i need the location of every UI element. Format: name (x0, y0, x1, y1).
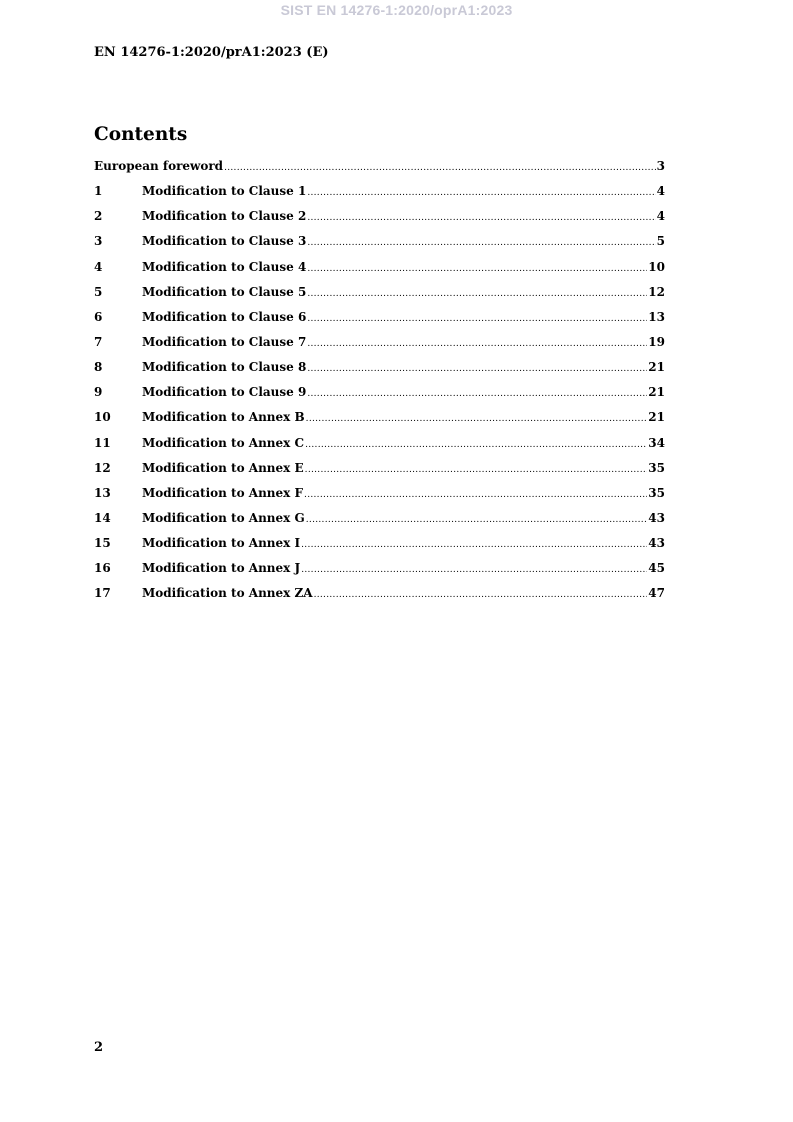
toc-entry-number: 15 (94, 536, 111, 551)
toc-dot-leader (314, 585, 648, 605)
toc-entry-title: Modification to Clause 1 (142, 184, 307, 199)
toc-entry-title: Modification to Clause 4 (142, 259, 307, 274)
toc-entry-title: Modification to Clause 8 (142, 360, 307, 375)
toc-entry-title: Modification to Clause 7 (142, 334, 307, 349)
toc-dot-leader (307, 259, 647, 279)
toc-entry-page: 21 (648, 360, 665, 375)
toc-entry[interactable] (94, 206, 665, 231)
toc-entry-page: 3 (656, 159, 665, 173)
toc-entry-number: 5 (94, 284, 103, 299)
toc-entry-title: Modification to Annex I (142, 536, 301, 551)
toc-dot-leader (305, 460, 648, 480)
toc-entry-title: Modification to Clause 3 (142, 234, 307, 249)
toc-entry-title: Modification to Annex J (142, 561, 301, 576)
toc-entry-page: 5 (656, 234, 665, 249)
toc-entry-page: 45 (648, 561, 665, 576)
toc-entry[interactable] (94, 508, 665, 533)
watermark-text: SIST EN 14276-1:2020/oprA1:2023 (280, 2, 513, 18)
toc-entry-page: 21 (648, 410, 665, 425)
toc-entry-number: 12 (94, 460, 111, 475)
toc-entry-page: 43 (648, 510, 665, 525)
toc-entry-page: 43 (648, 536, 665, 551)
toc-entry-number: 13 (94, 485, 111, 500)
toc-entry[interactable] (94, 558, 665, 583)
toc-entry-title: Modification to Clause 9 (142, 385, 307, 400)
page-number: 2 (94, 1040, 104, 1055)
toc-entry-number: 6 (94, 309, 103, 324)
toc-entry-title: Modification to Clause 2 (142, 209, 307, 224)
document-identifier: EN 14276-1:2020/prA1:2023 (E) (94, 45, 329, 60)
toc-entry[interactable] (94, 307, 665, 332)
toc-entry[interactable] (94, 332, 665, 357)
toc-dot-leader (304, 485, 647, 505)
toc-entry-title: Modification to Annex C (142, 435, 305, 450)
toc-entry[interactable] (94, 257, 665, 282)
toc-entry[interactable] (94, 156, 665, 181)
toc-entry-page: 4 (656, 209, 665, 224)
toc-dot-leader (306, 409, 648, 429)
toc-entry-title: European foreword (94, 159, 224, 173)
toc-dot-leader (307, 384, 647, 404)
toc-entry[interactable] (94, 282, 665, 307)
toc-entry-title: Modification to Annex ZA (142, 586, 313, 601)
contents-heading: Contents (94, 124, 188, 145)
toc-entry-number: 11 (94, 435, 111, 450)
toc-entry-title: Modification to Annex G (142, 510, 305, 525)
toc-entry-number: 10 (94, 410, 111, 425)
toc-dot-leader (305, 435, 647, 455)
toc-entry-number: 2 (94, 209, 103, 224)
toc-entry-page: 34 (648, 435, 665, 450)
toc-entry-page: 4 (656, 184, 665, 199)
toc-entry[interactable] (94, 533, 665, 558)
toc-entry-number: 7 (94, 334, 103, 349)
toc-dot-leader (307, 309, 647, 329)
toc-entry-number: 3 (94, 234, 103, 249)
toc-entry-page: 35 (648, 485, 665, 500)
toc-entry-number: 14 (94, 510, 111, 525)
toc-entry-page: 12 (648, 284, 665, 299)
toc-entry[interactable] (94, 483, 665, 508)
toc-entry-number: 16 (94, 561, 111, 576)
toc-entry-page: 35 (648, 460, 665, 475)
toc-entry-title: Modification to Clause 6 (142, 309, 307, 324)
toc-dot-leader (301, 535, 647, 555)
toc-entry-title: Modification to Annex E (142, 460, 304, 475)
toc-dot-leader (307, 233, 655, 253)
toc-entry[interactable] (94, 583, 665, 608)
toc-dot-leader (301, 560, 647, 580)
toc-entry-page: 21 (648, 385, 665, 400)
toc-dot-leader (307, 183, 655, 203)
toc-entry[interactable] (94, 407, 665, 432)
toc-entry-page: 47 (648, 586, 665, 601)
toc-entry-title: Modification to Annex B (142, 410, 305, 425)
toc-dot-leader (224, 158, 656, 178)
toc-entry-page: 13 (648, 309, 665, 324)
table-of-contents (94, 156, 665, 609)
toc-entry-number: 4 (94, 259, 103, 274)
toc-dot-leader (306, 510, 648, 530)
toc-entry-page: 19 (648, 334, 665, 349)
toc-entry[interactable] (94, 382, 665, 407)
toc-dot-leader (307, 284, 647, 304)
toc-entry[interactable] (94, 357, 665, 382)
toc-entry[interactable] (94, 433, 665, 458)
toc-entry[interactable] (94, 231, 665, 256)
toc-entry[interactable] (94, 458, 665, 483)
toc-dot-leader (307, 208, 655, 228)
toc-entry-number: 1 (94, 184, 103, 199)
toc-entry-title: Modification to Clause 5 (142, 284, 307, 299)
toc-entry[interactable] (94, 181, 665, 206)
toc-entry-title: Modification to Annex F (142, 485, 304, 500)
toc-entry-page: 10 (648, 259, 665, 274)
toc-entry-number: 8 (94, 360, 103, 375)
toc-dot-leader (307, 334, 647, 354)
toc-dot-leader (307, 359, 647, 379)
toc-entry-number: 17 (94, 586, 111, 601)
toc-entry-number: 9 (94, 385, 103, 400)
